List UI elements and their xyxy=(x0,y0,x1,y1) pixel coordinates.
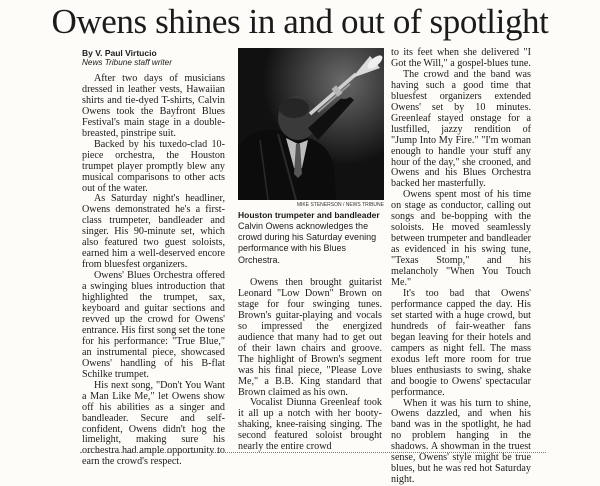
paragraph: Owens then brought guitarist Leonard "Low Down" Brown on stage for four swinging tunes. Brown's guitar-playing and vocals so impressed the energized audience that many had to get out of their lawn chairs and groove. The highlight of Brown's segment was his final piece, "Please Love Me," a B.B. King standard that Brown claimed as his own. xyxy=(238,278,382,398)
paragraph: As Saturday night's headliner, Owens demonstrated he's a first-class trumpeter, bandleader and singer. His 90-minute set, which also featured two guest soloists, earned him a well-deserved encore from bluesfest organizers. xyxy=(82,194,225,271)
paragraph: Vocalist Diunna Greenleaf took it all up a notch with her booty-shaking, knee-raising singing. The second featured soloist brought nearly the entire crowd xyxy=(238,398,382,453)
paragraph: Owens' Blues Orchestra offered a swinging blues introduction that highlighted the trumpet, sax, keyboard and guitar sections and revved up the crowd for Owens' entrance. His first song set the tone for his performance: "True Blue," an instrumental piece, showcased Owens' handling of his B-flat Schilke trumpet. xyxy=(82,271,225,381)
article-column-3 xyxy=(391,48,531,486)
byline: By V. Paul Virtucio xyxy=(82,48,225,58)
paragraph: Owens spent most of his time on stage as conductor, calling out songs and be-bopping with the soloists. He moved seamlessly between trumpeter and bandleader as evidenced in his swing tune, "Texas Stomp," and his melancholy "When You Touch Me." xyxy=(391,190,531,289)
headline: Owens shines in and out of spotlight xyxy=(0,2,600,42)
trumpeter-photo xyxy=(238,48,384,200)
photo-cutline: Calvin Owens acknowledges the crowd during his Saturday evening performance with his Blues Orchestra. xyxy=(238,221,388,266)
paragraph: After two days of musicians dressed in leather vests, Hawaiian shirts and tie-dyed T-shirts, Calvin Owens took the Bayfront Blues Festival's main stage in a double-breasted, pinstripe suit. xyxy=(82,74,225,140)
dotted-rule xyxy=(80,452,546,453)
article-column-1 xyxy=(82,48,225,468)
paragraph: When it was his turn to shine, Owens dazzled, and when his band was in the spotlight, he had no problem hanging in the shadows. A showman in the truest sense, Owens' style might be true blues, but he was red hot Saturday night. xyxy=(391,399,531,486)
article-column-2 xyxy=(238,278,382,453)
paragraph: to its feet when she delivered "I Got the Will," a gospel-blues tune. xyxy=(391,48,531,70)
byline-role: News Tribune staff writer xyxy=(82,58,225,68)
cutline-heading: Houston trumpeter and bandleader xyxy=(238,210,388,220)
trumpeter-photo-image xyxy=(238,48,384,200)
paragraph: The crowd and the band was having such a good time that bluesfest organizers extended Owens' set by 10 minutes. Greenleaf stayed onstage for a lustfilled, jazzy rendition of "Jump Into My Fire." "I'm woman enough to handle your stuff any hour of the day," she crooned, and Owens and his Blues Orchestra backed her masterfully. xyxy=(391,70,531,190)
paragraph: It's too bad that Owens' performance capped the day. His set started with a huge crowd, but hundreds of fair-weather fans began leaving for their hotels and campers as night fell. The mass exodus left more room for true blues enthusiasts to swing, shake and boogie to Owens' spectacular performance. xyxy=(391,289,531,399)
paragraph: Backed by his tuxedo-clad 10-piece orchestra, the Houston trumpet player promptly blew any musical comparisons to other acts out of the water. xyxy=(82,140,225,195)
paragraph: His next song, "Don't You Want a Man Like Me," let Owens show off his abilities as a singer and bandleader. Secure and self-confident, Owens didn't hog the limelight, making sure his orchestra had ample opportunity to earn the crowd's respect. xyxy=(82,381,225,469)
photo-credit: MIKE STENERSON / NEWS TRIBUNE xyxy=(238,202,384,208)
